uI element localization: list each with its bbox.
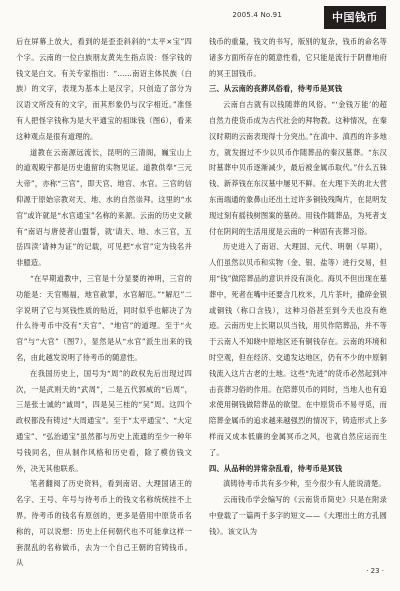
paragraph: 笔者翻阅了历史资料，看到南诏、大理国诸王的名字、王号、年号与待考币上的钱文名称统统挂不上界。待考币的钱名有原创的，更多是借用中原货币名称的，可以说想：历史上任何朝代也不可能拿这样一套混乱的名称做币，去为一个自己王朝的官铸钱币。从 [16,479,192,568]
section-heading: 三、从云南的丧葬风俗看，待考币是冥钱 [209,84,343,94]
paragraph: 云南自古就有以钱随葬的风俗。“‘金钱万能’的超自然力使货币成为古代社会的拜物教。这种情况，在秦汉时期的云南表现得十分突出。”在滇中、滇西的许多地方，就发掘过不少以贝币作随葬品的秦汉墓葬。“东汉时墓葬中贝币逐渐减少，最后被金属币取代。”什么五铢钱、新莽钱在东汉墓中屡见不鲜。在大理下关的北大营东南端通的象鼻山还出土过许多铜钱残陶片，在昆明发现过刻有摇钱树图案的墓砖。用钱作随葬品，为死者支付在阴间的生活用度是云南的一种固有丧葬习俗。 [209,100,387,236]
paragraph: 道教在云南源远流长，昆明的三清阁，巍宝山上的道观殿宇都是历史遗留的实物见证。道教供奉“三元大帝”，亦称“三官”，即天官、地官、水官。三官的信仰源于原始宗教对天、地、水的自然崇拜。这里的“水官”或许就是“水官通宝”名称的来源。云南的历史文献有“南诏与唐使者山盟誓，就‘请天、地、水三官，五岳四渎’请神为证”的记载，可见把“水官”定为钱名并非臆造。 [16,147,192,268]
paragraph: 后在屏幕上放大，看到的是歪歪斜斜的“太平×宝”四个字。云南的一位白族朋友黄先生指点说：怪字钱的钱文是白文。有关专家指出：“……南诏主体民族（白族）的文字，表现为基本上是汉字，只创造了部分为汉语文所没有的文字，而其形象仍与汉字相近。”准怪有人把怪字钱称为是大平通宝的祖昧钱（图6），看来这种观点是很有道理的。 [16,37,192,141]
paragraph: 历史进入了南诏、大理国、元代、明朝（早期），人们虽然以贝币和实物（金、银、盐等）进行交易，但用“钱”做陪葬品的意识并没有淡化。海贝不但出现在墓葬中，死者在嘴中还要含几枚米，几片茶叶，撒碎金银或铜钱（称口含钱），这种习俗甚至到今天也没有绝迹。云南历史上长期以贝当钱，用贝作陪葬品，并不等于云南人不知晓中原地区还有铜钱存在。云南的环境和时空观，但在经济、交通发达地区，仍有不少的中原铜钱流入这片古老的土地。这些“先进”的货币必然起到冲击丧葬习俗的作用。在陪葬贝币的同时，当地人也有追求使用铜钱做陪葬品的欲望。在中原货币不易寻觅，而陪葬金属币的追求越来越强烈的情况下，铸造形式上多样而又成本低廉的金属冥币之风，也就自然应运而生了。 [209,242,387,457]
right-text-column [209,34,387,540]
paragraph: “在早期道教中，三官是十分显要的神明，三官的功能是：天官赐福，地官赦罪，水官解厄。”“解厄”二字说明了它与冥钱性质的贴近，同时似乎也解决了为什么待考币中没有“天官”、“地官”的道理。至于“火官”与“大官”（图7），显然是从“水官”派生出来的钱名，由此越发说明了待考币的随意性。 [16,273,192,362]
paragraph: 在我国历史上，国号为“周”的政权先后出现过四次，一是武则天的“武周”，二是五代郭威的“后周”，三是张士诚的“诚周”，四是吴三桂的“吴”周。这四个政权都没有铸过“大周通宝”。至于“太平通宝”、“大定通宝”、“弘治通宝”虽然都与历史上流通的至少一种年号钱同名，但从制作风格和历史看，除了模仿钱文外，决无其他联系。 [16,368,192,473]
left-text-column [16,34,192,571]
paragraph: 钱币的重量，钱文的书写，版别的复杂，钱币的命名等诸多方面所存在的随意性看，它只能是流行于阴曹地府的冥王国钱币。 [209,37,387,78]
section-heading: 四、从品种的异常杂乱看，待考币是冥钱 [209,463,343,473]
page-number: · 23 · [366,567,384,575]
paragraph: 滇铸待考币共有多少种，至今很少有人能说清楚。 [223,479,386,489]
issue-number: 2005.4 No.91 [232,11,282,19]
page-header [0,0,400,30]
paragraph: 云南钱币学会编写的《云南货币简史》只是在附录中登载了一篇两千多字的短文——《大理出土的方孔圆钱》。该文认为 [209,495,387,536]
journal-title-banner: 中国钱币 [324,6,386,29]
